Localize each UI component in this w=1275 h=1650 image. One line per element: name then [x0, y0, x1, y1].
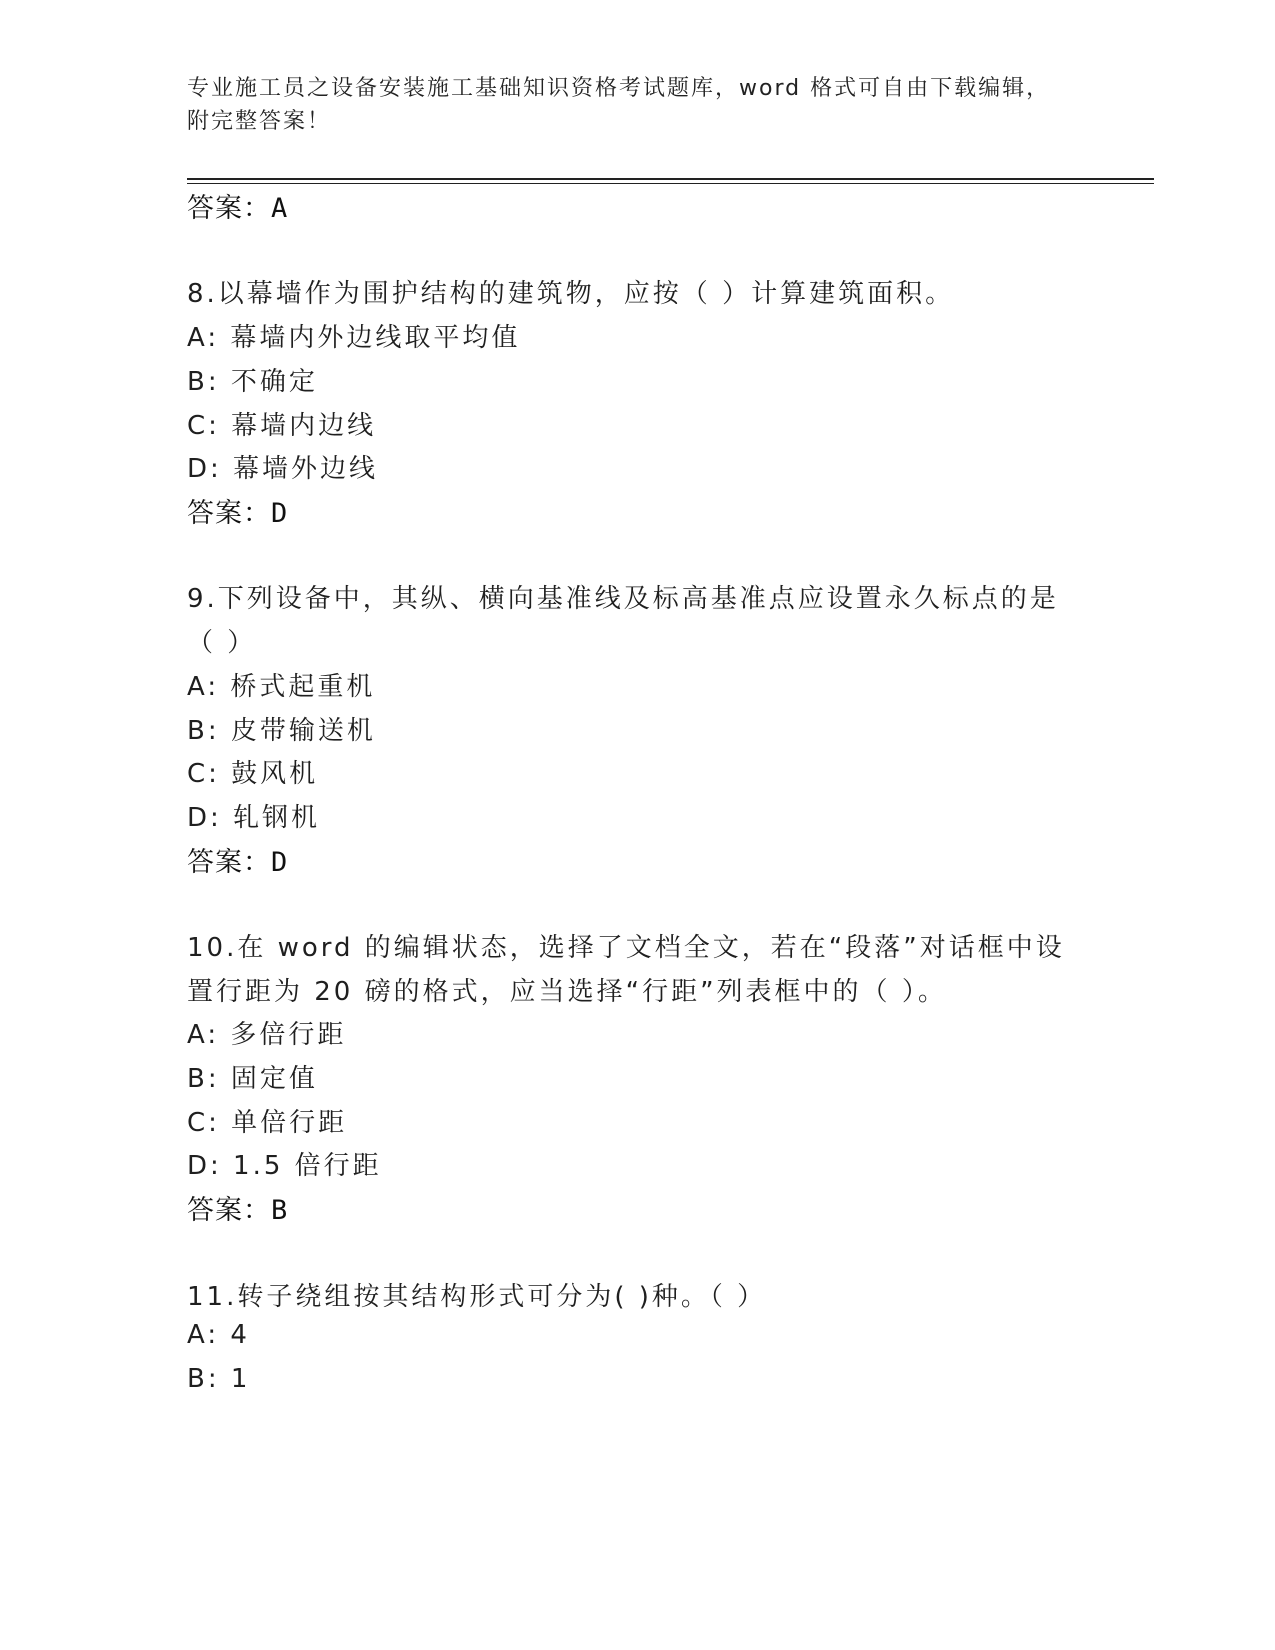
- question-stem-continued: （ ）: [187, 628, 257, 658]
- answer-value: D: [271, 847, 289, 878]
- answer-line: [187, 186, 288, 225]
- option-a: A: 多倍行距: [187, 1020, 347, 1050]
- question-stem: 8.以幕墙作为围护结构的建筑物，应按（ ）计算建筑面积。: [187, 279, 955, 309]
- answer-value: B: [271, 1195, 289, 1226]
- answer-label: 答案：: [187, 193, 271, 224]
- option-a: A: 4: [187, 1320, 250, 1350]
- question-stem: 10.在 word 的编辑状态，选择了文档全文，若在“段落”对话框中设: [187, 933, 1065, 963]
- answer-line: [187, 491, 288, 530]
- answer-line: [187, 840, 288, 879]
- answer-label: 答案：: [187, 847, 271, 878]
- option-c: C: 单倍行距: [187, 1108, 348, 1138]
- answer-value: D: [271, 498, 289, 529]
- answer-value: A: [271, 193, 289, 224]
- answer-line: [187, 1188, 288, 1227]
- header-line-2: 附完整答案！: [187, 109, 332, 134]
- header-divider-thin: [187, 183, 1154, 184]
- option-d: D: 幕墙外边线: [187, 454, 379, 484]
- option-b: B: 1: [187, 1364, 251, 1394]
- header-divider-thick: [187, 178, 1154, 180]
- option-b: B: 皮带输送机: [187, 716, 376, 746]
- option-a: A: 幕墙内外边线取平均值: [187, 323, 521, 353]
- header-line-1: 专业施工员之设备安装施工基础知识资格考试题库，word 格式可自由下载编辑，: [187, 76, 1051, 101]
- option-d: D: 轧钢机: [187, 803, 321, 833]
- answer-label: 答案：: [187, 1195, 271, 1226]
- answer-label: 答案：: [187, 498, 271, 529]
- question-stem-continued: 置行距为 20 磅的格式，应当选择“行距”列表框中的（ ）。: [187, 977, 947, 1007]
- question-stem: 9.下列设备中，其纵、横向基准线及标高基准点应设置永久标点的是: [187, 584, 1059, 614]
- question-stem: 11.转子绕组按其结构形式可分为( )种。（ ）: [187, 1282, 767, 1312]
- document-header: [187, 72, 1087, 138]
- option-c: C: 鼓风机: [187, 759, 319, 789]
- option-c: C: 幕墙内边线: [187, 411, 377, 441]
- option-b: B: 不确定: [187, 367, 318, 397]
- option-b: B: 固定值: [187, 1064, 318, 1094]
- option-a: A: 桥式起重机: [187, 672, 376, 702]
- option-d: D: 1.5 倍行距: [187, 1151, 382, 1181]
